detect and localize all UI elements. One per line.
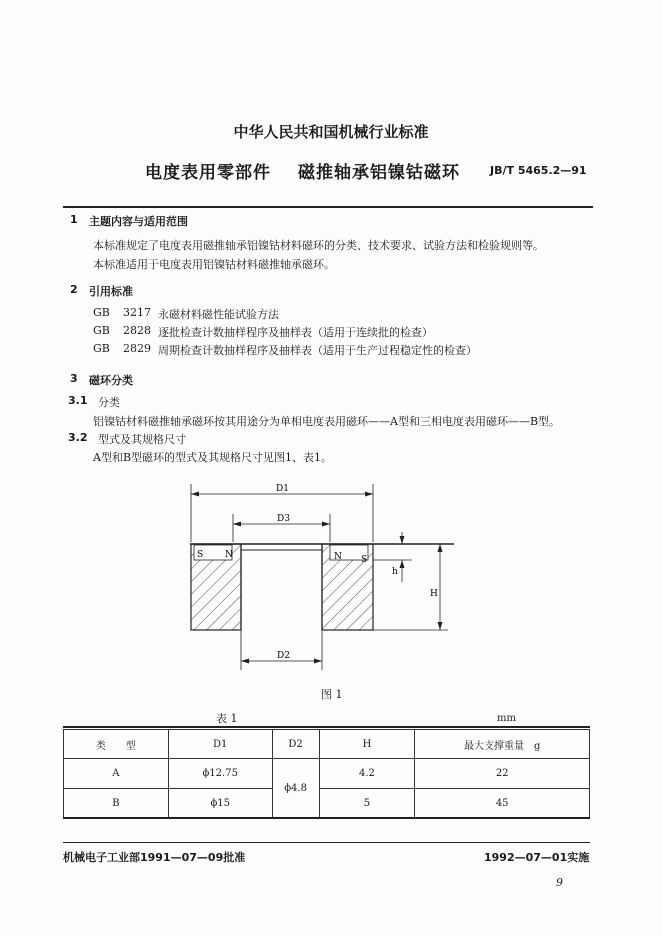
reference-title: 永磁材料磁性能试验方法 [158,308,279,321]
pole-label-n: N [225,550,233,560]
figure-caption: 图 1 [321,688,343,701]
reference-title: 周期检查计数抽样程序及抽样表（适用于生产过程稳定性的检查） [158,344,477,357]
standard-code: JB/T 5465.2—91 [490,164,587,177]
dimension-h-label: h [392,567,398,577]
magnet-ring-drawing [180,478,480,678]
column-header-type: 类 型 [64,730,169,759]
reference-prefix: GB [93,342,110,355]
pole-label-s: S [361,555,368,565]
header-rule [63,206,593,208]
subsection-3-1-title: 分类 [98,396,120,409]
section-3-number: 3 [70,372,78,385]
implementation-date: 1992—07—01实施 [484,851,590,864]
section-1-title: 主题内容与适用范围 [89,215,188,228]
cell-type: B [64,789,169,819]
section-1-paragraph-1: 本标准规定了电度表用磁推轴承铝镍钴材料磁环的分类、技术要求、试验方法和检验规则等。 [93,239,544,252]
reference-number: 2829 [123,342,151,355]
cell-weight: 22 [415,759,590,789]
page-number: 9 [556,876,563,889]
cell-h: 5 [319,789,415,819]
cell-d1: ϕ15 [168,789,272,819]
section-2-title: 引用标准 [89,285,133,298]
table-row [64,789,590,819]
column-header-d1: D1 [168,730,272,759]
pole-label-s: S [197,550,204,560]
subsection-3-2-title: 型式及其规格尺寸 [98,433,186,446]
pole-label-n: N [334,552,342,562]
section-1-number: 1 [70,213,78,226]
dimension-d2-label: D2 [277,651,290,661]
subsection-3-2-text: A型和B型磁环的型式及其规格尺寸见图1、表1。 [93,451,333,464]
reference-prefix: GB [93,324,110,337]
table-top-rule [63,726,590,728]
table-header-row [64,730,590,759]
cell-weight: 45 [415,789,590,819]
reference-number: 3217 [123,306,151,319]
dimension-d3-label: D3 [277,514,290,524]
industry-standard-heading: 中华人民共和国机械行业标准 [233,123,429,141]
reference-title: 逐批检查计数抽样程序及抽样表（适用于连续批的检查） [158,326,433,339]
subsection-3-2-number: 3.2 [68,431,88,444]
cell-h: 4.2 [319,759,415,789]
table-row [64,759,590,789]
cell-d2-shared: ϕ4.8 [272,759,319,819]
column-header-h: H [319,730,415,759]
table-caption: 表 1 [216,712,238,725]
table-unit: mm [497,713,516,724]
specification-table [63,729,590,819]
section-1-paragraph-2: 本标准适用于电度表用铝镍钴材料磁推轴承磁环。 [93,258,335,271]
reference-prefix: GB [93,306,110,319]
section-2-number: 2 [70,283,78,296]
reference-number: 2828 [123,324,151,337]
column-header-max-weight: 最大支撑重量 g [415,730,590,759]
subsection-3-1-text: 铝镍钴材料磁推轴承磁环按其用途分为单相电度表用磁环——A型和三相电度表用磁环——B型。 [93,415,561,428]
footer-rule [63,842,590,843]
title-left: 电度表用零部件 [145,163,271,183]
cell-type: A [64,759,169,789]
title-right: 磁推轴承铝镍钴磁环 [298,163,460,183]
subsection-3-1-number: 3.1 [68,394,88,407]
cell-d1: ϕ12.75 [168,759,272,789]
approval-date: 机械电子工业部1991—07—09批准 [63,851,246,864]
table-bottom-rule [63,817,590,819]
section-3-title: 磁环分类 [89,374,133,387]
dimension-d1-label: D1 [276,484,289,494]
column-header-d2: D2 [272,730,319,759]
dimension-H-label: H [430,589,438,599]
